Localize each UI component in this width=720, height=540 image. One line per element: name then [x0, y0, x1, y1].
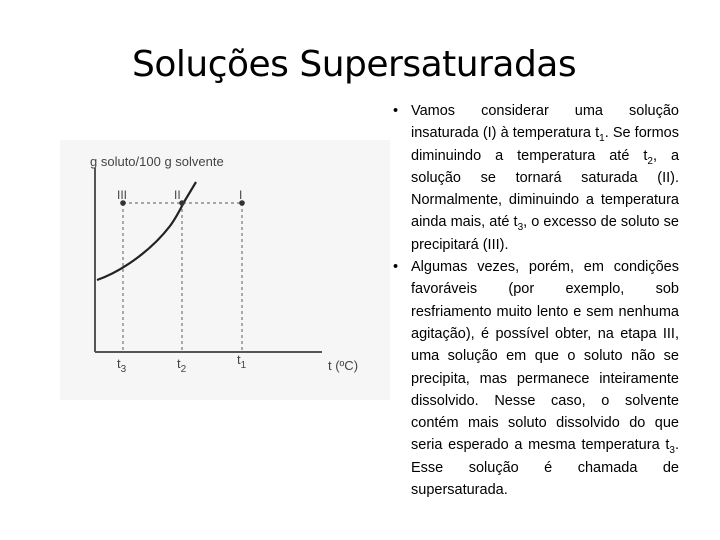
y-axis-label: g soluto/100 g solvente	[90, 154, 224, 169]
tick-label-t1: $t_1$	[237, 352, 247, 371]
point-label-II: II	[174, 188, 181, 202]
bullet-item: • Algumas vezes, porém, em condições favoráveis (por exemplo, sob resfriamento muito lento e sem nenhuma agitação), é possível obter, na etapa III, uma solução em que o soluto não se precipita, mas permanece inteiramente dissolvido. Nesse caso, o solvente contém mais soluto dissolvido do que seria esperado a mesma temperatura $t_3$. Esse solução é chamada de supersaturada.	[393, 256, 679, 501]
x-axis-label: t (ºC)	[328, 358, 359, 373]
bullet-list	[393, 100, 679, 501]
point-label-III: III	[117, 188, 128, 202]
tick-label-t2: $t_2$	[177, 356, 187, 375]
bullet-item: • Vamos considerar uma solução insaturada (I) à temperatura $t_1$. Se formos diminuindo a temperatura até $t_2$, a solução se tornará saturada (II). Normalmente, diminuindo a temperatura ainda mais, até $t_3$, o excesso de soluto se precipitará (III).	[393, 100, 679, 256]
solubility-diagram	[60, 140, 390, 400]
point-label-I: I	[239, 188, 243, 202]
bullet-dot-icon: •	[393, 103, 399, 119]
tick-label-t3: $t_3$	[117, 356, 127, 375]
slide-title: Soluções Supersaturadas	[132, 44, 577, 85]
bullet-dot-icon: •	[393, 259, 399, 276]
solubility-curve	[97, 182, 196, 280]
